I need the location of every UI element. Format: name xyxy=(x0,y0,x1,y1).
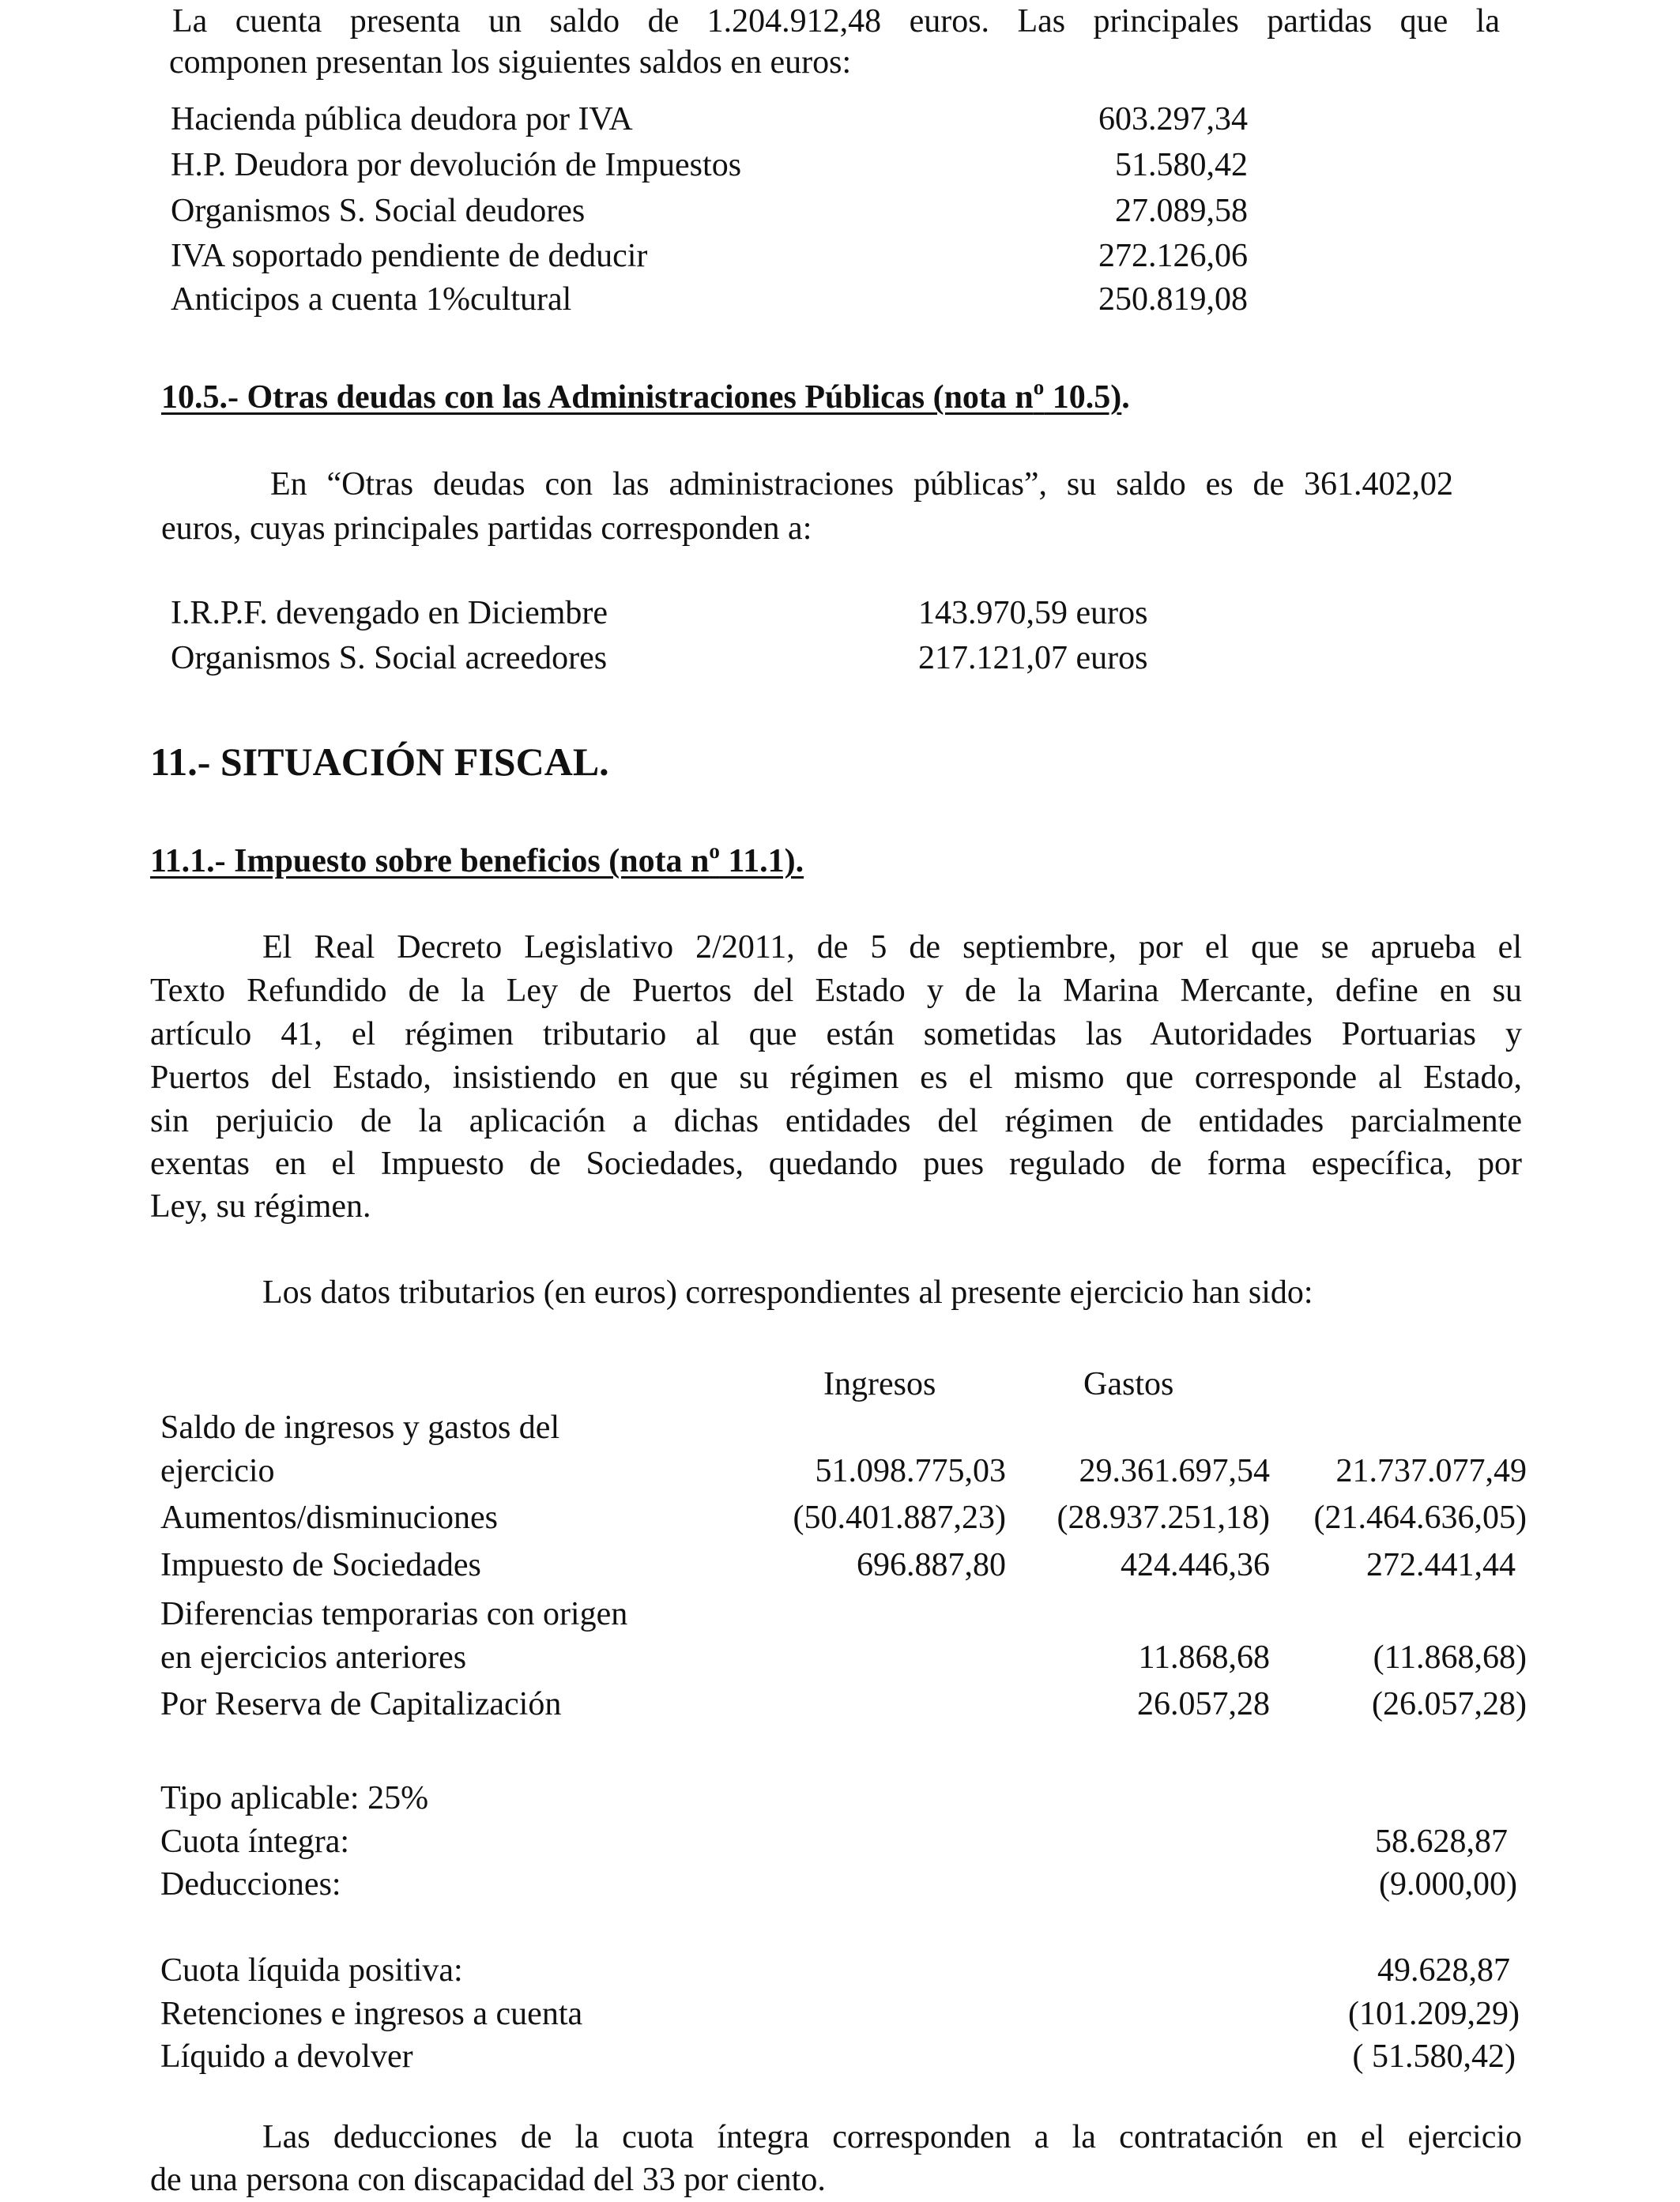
paragraph-line: El Real Decreto Legislativo 2/2011, de 5 de septiembre, por el que se aprueba el xyxy=(262,929,1522,965)
hp-item-value: 250.819,08 xyxy=(1098,281,1248,318)
intro-line-2: componen presentan los siguientes saldos en euros: xyxy=(169,44,852,81)
hp-item-label: H.P. Deudora por devolución de Impuestos xyxy=(171,147,742,183)
table-row-label: Por Reserva de Capitalización xyxy=(160,1686,562,1722)
debt-item-value: 217.121,07 euros xyxy=(918,640,1148,676)
cuota-integra-label: Cuota íntegra: xyxy=(160,1824,350,1860)
table-row-label: Impuesto de Sociedades xyxy=(160,1547,481,1583)
table-cell-total: (21.464.636,05) xyxy=(1313,1500,1527,1536)
paragraph-line: sin perjuicio de la aplicación a dichas entidades del régimen de entidades parcialmente xyxy=(150,1103,1522,1139)
table-cell-total: (26.057,28) xyxy=(1372,1686,1527,1722)
hp-item-label: Hacienda pública deudora por IVA xyxy=(171,101,633,137)
section-10-5-para-line-2: euros, cuyas principales partidas corresponden a: xyxy=(161,510,812,547)
table-cell-gastos: (28.937.251,18) xyxy=(1057,1500,1270,1536)
deducciones-value: (9.000,00) xyxy=(1379,1866,1517,1903)
debt-item-label: Organismos S. Social acreedores xyxy=(171,640,608,676)
intro-line-1: La cuenta presenta un saldo de 1.204.912,48 euros. Las principales partidas que la xyxy=(172,3,1500,40)
debt-item-value: 143.970,59 euros xyxy=(918,595,1148,631)
table-row-label: Saldo de ingresos y gastos del xyxy=(160,1410,560,1446)
hp-item-value: 51.580,42 xyxy=(1115,147,1248,183)
paragraph-line: Texto Refundido de la Ley de Puertos del Estado y de la Marina Mercante, define en su xyxy=(150,973,1522,1009)
cuota-liquida-value: 49.628,87 xyxy=(1377,1952,1510,1989)
table-cell-gastos: 424.446,36 xyxy=(1121,1547,1270,1583)
hp-item-label: Organismos S. Social deudores xyxy=(171,193,586,229)
cuota-liquida-label: Cuota líquida positiva: xyxy=(160,1952,463,1989)
tipo-aplicable: Tipo aplicable: 25% xyxy=(160,1780,429,1816)
tax-data-intro: Los datos tributarios (en euros) correspondientes al presente ejercicio han sido: xyxy=(262,1274,1313,1311)
table-row-label: en ejercicios anteriores xyxy=(160,1639,467,1676)
hp-item-label: IVA soportado pendiente de deducir xyxy=(171,238,648,274)
hp-item-label: Anticipos a cuenta 1%cultural xyxy=(171,281,572,318)
section-10-5-para-line-1: En “Otras deudas con las administraciones públicas”, su saldo es de 361.402,02 xyxy=(270,466,1453,503)
paragraph-line: artículo 41, el régimen tributario al que están sometidas las Autoridades Portuarias y xyxy=(150,1016,1522,1052)
column-header-gastos: Gastos xyxy=(1083,1366,1174,1402)
section-10-5-heading: 10.5.- Otras deudas con las Administraciones Públicas (nota $n^o$ 10.5). xyxy=(161,375,1130,416)
retenciones-label: Retenciones e ingresos a cuenta xyxy=(160,1996,583,2032)
table-cell-gastos: 26.057,28 xyxy=(1137,1686,1270,1722)
deducciones-label: Deducciones: xyxy=(160,1866,341,1903)
debt-item-label: I.R.P.F. devengado en Diciembre xyxy=(171,595,608,631)
paragraph-line: Ley, su régimen. xyxy=(150,1188,371,1225)
cuota-integra-value: 58.628,87 xyxy=(1375,1824,1508,1860)
retenciones-value: (101.209,29) xyxy=(1348,1996,1520,2032)
table-cell-ingresos: (50.401.887,23) xyxy=(793,1500,1006,1536)
hp-item-value: 27.089,58 xyxy=(1115,193,1248,229)
liquido-label: Líquido a devolver xyxy=(160,2038,413,2075)
hp-item-value: 603.297,34 xyxy=(1098,101,1248,137)
paragraph-line: Puertos del Estado, insistiendo en que su régimen es el mismo que corresponde al Estado, xyxy=(150,1060,1522,1096)
table-row-label: Aumentos/disminuciones xyxy=(160,1500,498,1536)
table-cell-gastos: 11.868,68 xyxy=(1138,1639,1270,1676)
closing-line-1: Las deducciones de la cuota íntegra corresponden a la contratación en el ejercicio xyxy=(262,2119,1522,2155)
table-row-label: Diferencias temporarias con origen xyxy=(160,1596,628,1632)
liquido-value: ( 51.580,42) xyxy=(1352,2038,1516,2075)
table-cell-ingresos: 696.887,80 xyxy=(857,1547,1006,1583)
closing-line-2: de una persona con discapacidad del 33 por ciento. xyxy=(150,2162,826,2198)
section-11-1-heading: 11.1.- Impuesto sobre beneficios (nota $n^o$ 11.1). xyxy=(150,839,804,879)
section-11-title: 11.- SITUACIÓN FISCAL. xyxy=(150,740,609,784)
table-cell-ingresos: 51.098.775,03 xyxy=(815,1453,1006,1489)
column-header-ingresos: Ingresos xyxy=(823,1366,936,1402)
table-cell-total: 272.441,44 xyxy=(1366,1547,1516,1583)
paragraph-line: exentas en el Impuesto de Sociedades, quedando pues regulado de forma específica, por xyxy=(150,1146,1522,1182)
table-row-label: ejercicio xyxy=(160,1453,275,1489)
table-cell-total: (11.868,68) xyxy=(1373,1639,1527,1676)
hp-item-value: 272.126,06 xyxy=(1098,238,1248,274)
table-cell-total: 21.737.077,49 xyxy=(1335,1453,1527,1489)
table-cell-gastos: 29.361.697,54 xyxy=(1079,1453,1270,1489)
